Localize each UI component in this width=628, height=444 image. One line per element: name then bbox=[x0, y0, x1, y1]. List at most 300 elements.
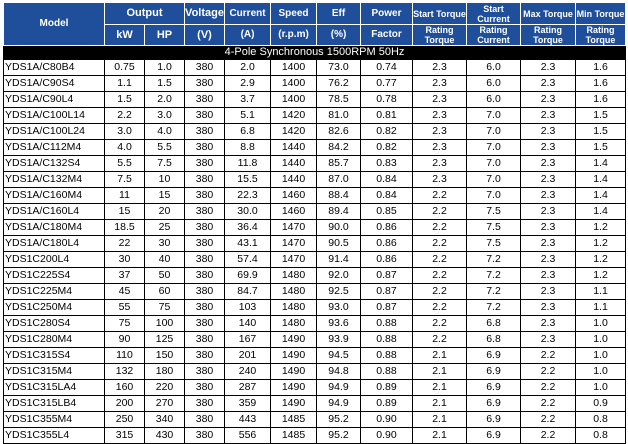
cell-max-torque: 2.3 bbox=[521, 236, 576, 252]
cell-speed: 1400 bbox=[271, 76, 317, 92]
cell-start-torque: 2.1 bbox=[413, 380, 467, 396]
cell-current: 140 bbox=[225, 316, 271, 332]
cell-min-torque: 1.5 bbox=[576, 140, 626, 156]
cell-speed: 1490 bbox=[271, 364, 317, 380]
cell-eff: 90.5 bbox=[317, 236, 361, 252]
header-min-torque-bottom: Rating Torque bbox=[576, 25, 626, 46]
cell-start-current: 7.0 bbox=[467, 108, 521, 124]
cell-start-torque: 2.2 bbox=[413, 332, 467, 348]
header-kw: kW bbox=[105, 25, 145, 46]
cell-kw: 55 bbox=[105, 300, 145, 316]
cell-min-torque: 1.5 bbox=[576, 108, 626, 124]
cell-current: 443 bbox=[225, 412, 271, 428]
cell-start-current: 6.9 bbox=[467, 412, 521, 428]
cell-start-current: 6.0 bbox=[467, 92, 521, 108]
cell-kw: 250 bbox=[105, 412, 145, 428]
cell-start-torque: 2.2 bbox=[413, 220, 467, 236]
cell-start-torque: 2.1 bbox=[413, 364, 467, 380]
cell-model: YDS1C315M4 bbox=[4, 364, 105, 380]
cell-start-current: 7.2 bbox=[467, 284, 521, 300]
cell-current: 30.0 bbox=[225, 204, 271, 220]
cell-model: YDS1A/C180M4 bbox=[4, 220, 105, 236]
header-max-torque-bottom: Rating Torque bbox=[521, 25, 576, 46]
cell-current: 22.3 bbox=[225, 188, 271, 204]
cell-power-factor: 0.88 bbox=[361, 364, 413, 380]
cell-min-torque: 1.4 bbox=[576, 172, 626, 188]
cell-kw: 4.0 bbox=[105, 140, 145, 156]
cell-kw: 18.5 bbox=[105, 220, 145, 236]
header-speed-unit: (r.p.m) bbox=[271, 25, 317, 46]
cell-max-torque: 2.2 bbox=[521, 396, 576, 412]
cell-power-factor: 0.89 bbox=[361, 380, 413, 396]
cell-speed: 1470 bbox=[271, 236, 317, 252]
cell-start-torque: 2.2 bbox=[413, 284, 467, 300]
cell-voltage: 380 bbox=[185, 172, 225, 188]
cell-start-current: 7.5 bbox=[467, 220, 521, 236]
cell-start-torque: 2.2 bbox=[413, 316, 467, 332]
cell-hp: 40 bbox=[145, 252, 185, 268]
cell-hp: 20 bbox=[145, 204, 185, 220]
cell-power-factor: 0.85 bbox=[361, 204, 413, 220]
cell-start-torque: 2.3 bbox=[413, 156, 467, 172]
table-row bbox=[4, 300, 626, 316]
cell-start-torque: 2.1 bbox=[413, 396, 467, 412]
cell-speed: 1420 bbox=[271, 124, 317, 140]
cell-start-torque: 2.2 bbox=[413, 300, 467, 316]
cell-voltage: 380 bbox=[185, 236, 225, 252]
cell-speed: 1490 bbox=[271, 380, 317, 396]
cell-model: YDS1C225M4 bbox=[4, 284, 105, 300]
cell-hp: 5.5 bbox=[145, 140, 185, 156]
cell-current: 556 bbox=[225, 428, 271, 444]
cell-hp: 220 bbox=[145, 380, 185, 396]
cell-max-torque: 2.3 bbox=[521, 300, 576, 316]
cell-min-torque: 1.2 bbox=[576, 220, 626, 236]
cell-hp: 2.0 bbox=[145, 92, 185, 108]
cell-voltage: 380 bbox=[185, 380, 225, 396]
cell-eff: 94.9 bbox=[317, 396, 361, 412]
cell-eff: 84.2 bbox=[317, 140, 361, 156]
cell-max-torque: 2.2 bbox=[521, 412, 576, 428]
cell-start-torque: 2.3 bbox=[413, 140, 467, 156]
header-power: Power bbox=[361, 3, 413, 25]
cell-eff: 95.2 bbox=[317, 428, 361, 444]
header-speed: Speed bbox=[271, 3, 317, 25]
cell-hp: 30 bbox=[145, 236, 185, 252]
cell-eff: 85.7 bbox=[317, 156, 361, 172]
cell-start-current: 7.5 bbox=[467, 236, 521, 252]
spec-table-container bbox=[3, 2, 625, 444]
cell-current: 11.8 bbox=[225, 156, 271, 172]
cell-eff: 82.6 bbox=[317, 124, 361, 140]
cell-min-torque: 1.0 bbox=[576, 364, 626, 380]
cell-start-torque: 2.3 bbox=[413, 92, 467, 108]
cell-kw: 0.75 bbox=[105, 60, 145, 76]
cell-kw: 110 bbox=[105, 348, 145, 364]
cell-model: YDS1C250M4 bbox=[4, 300, 105, 316]
cell-model: YDS1C315LB4 bbox=[4, 396, 105, 412]
cell-voltage: 380 bbox=[185, 428, 225, 444]
cell-power-factor: 0.83 bbox=[361, 156, 413, 172]
cell-start-current: 7.5 bbox=[467, 204, 521, 220]
cell-max-torque: 2.3 bbox=[521, 204, 576, 220]
header-start-torque-top: Start Torque bbox=[413, 3, 467, 25]
cell-power-factor: 0.87 bbox=[361, 300, 413, 316]
cell-model: YDS1A/C80B4 bbox=[4, 60, 105, 76]
header-voltage: Voltage bbox=[185, 3, 225, 25]
cell-speed: 1490 bbox=[271, 332, 317, 348]
cell-speed: 1490 bbox=[271, 348, 317, 364]
cell-eff: 94.5 bbox=[317, 348, 361, 364]
cell-min-torque: 1.0 bbox=[576, 348, 626, 364]
cell-model: YDS1A/C112M4 bbox=[4, 140, 105, 156]
cell-start-current: 7.2 bbox=[467, 268, 521, 284]
cell-speed: 1460 bbox=[271, 204, 317, 220]
cell-eff: 73.0 bbox=[317, 60, 361, 76]
table-row bbox=[4, 364, 626, 380]
cell-min-torque: 1.2 bbox=[576, 236, 626, 252]
cell-min-torque: 1.4 bbox=[576, 204, 626, 220]
table-row bbox=[4, 156, 626, 172]
cell-model: YDS1C315S4 bbox=[4, 348, 105, 364]
cell-power-factor: 0.82 bbox=[361, 124, 413, 140]
cell-speed: 1485 bbox=[271, 412, 317, 428]
cell-power-factor: 0.90 bbox=[361, 412, 413, 428]
cell-speed: 1440 bbox=[271, 156, 317, 172]
cell-start-current: 6.9 bbox=[467, 428, 521, 444]
header-max-torque-top: Max Torque bbox=[521, 3, 576, 25]
cell-hp: 430 bbox=[145, 428, 185, 444]
cell-eff: 90.0 bbox=[317, 220, 361, 236]
cell-start-current: 6.8 bbox=[467, 332, 521, 348]
cell-start-current: 6.0 bbox=[467, 76, 521, 92]
cell-voltage: 380 bbox=[185, 76, 225, 92]
cell-min-torque: 1.6 bbox=[576, 60, 626, 76]
cell-voltage: 380 bbox=[185, 156, 225, 172]
cell-max-torque: 2.2 bbox=[521, 364, 576, 380]
header-eff-unit: (%) bbox=[317, 25, 361, 46]
cell-min-torque: 1.1 bbox=[576, 284, 626, 300]
cell-model: YDS1A/C180L4 bbox=[4, 236, 105, 252]
cell-eff: 95.2 bbox=[317, 412, 361, 428]
cell-hp: 1.0 bbox=[145, 60, 185, 76]
cell-hp: 270 bbox=[145, 396, 185, 412]
cell-start-torque: 2.2 bbox=[413, 252, 467, 268]
cell-hp: 125 bbox=[145, 332, 185, 348]
cell-power-factor: 0.84 bbox=[361, 188, 413, 204]
table-row bbox=[4, 252, 626, 268]
cell-start-current: 6.9 bbox=[467, 348, 521, 364]
header-min-torque-top: Min Torque bbox=[576, 3, 626, 25]
cell-voltage: 380 bbox=[185, 268, 225, 284]
cell-start-current: 6.9 bbox=[467, 380, 521, 396]
table-row bbox=[4, 60, 626, 76]
banner-row bbox=[4, 46, 626, 60]
cell-model: YDS1A/C160L4 bbox=[4, 204, 105, 220]
cell-hp: 340 bbox=[145, 412, 185, 428]
cell-current: 240 bbox=[225, 364, 271, 380]
table-row bbox=[4, 332, 626, 348]
cell-current: 2.9 bbox=[225, 76, 271, 92]
cell-voltage: 380 bbox=[185, 60, 225, 76]
cell-model: YDS1A/C132S4 bbox=[4, 156, 105, 172]
cell-voltage: 380 bbox=[185, 140, 225, 156]
cell-kw: 45 bbox=[105, 284, 145, 300]
cell-model: YDS1C225S4 bbox=[4, 268, 105, 284]
cell-current: 2.0 bbox=[225, 60, 271, 76]
table-row bbox=[4, 108, 626, 124]
header-hp: HP bbox=[145, 25, 185, 46]
cell-power-factor: 0.88 bbox=[361, 316, 413, 332]
cell-speed: 1470 bbox=[271, 220, 317, 236]
cell-kw: 1.1 bbox=[105, 76, 145, 92]
cell-current: 8.8 bbox=[225, 140, 271, 156]
table-row bbox=[4, 316, 626, 332]
cell-kw: 1.5 bbox=[105, 92, 145, 108]
cell-power-factor: 0.84 bbox=[361, 172, 413, 188]
cell-speed: 1400 bbox=[271, 60, 317, 76]
cell-current: 15.5 bbox=[225, 172, 271, 188]
cell-model: YDS1C280S4 bbox=[4, 316, 105, 332]
cell-power-factor: 0.90 bbox=[361, 428, 413, 444]
cell-voltage: 380 bbox=[185, 396, 225, 412]
cell-kw: 30 bbox=[105, 252, 145, 268]
cell-start-current: 6.8 bbox=[467, 316, 521, 332]
cell-power-factor: 0.86 bbox=[361, 236, 413, 252]
cell-start-current: 7.0 bbox=[467, 140, 521, 156]
cell-model: YDS1A/C100L14 bbox=[4, 108, 105, 124]
cell-speed: 1470 bbox=[271, 252, 317, 268]
table-row bbox=[4, 172, 626, 188]
cell-power-factor: 0.77 bbox=[361, 76, 413, 92]
cell-min-torque: 1.1 bbox=[576, 300, 626, 316]
cell-hp: 4.0 bbox=[145, 124, 185, 140]
cell-max-torque: 2.3 bbox=[521, 268, 576, 284]
table-row bbox=[4, 188, 626, 204]
cell-voltage: 380 bbox=[185, 188, 225, 204]
cell-speed: 1480 bbox=[271, 316, 317, 332]
cell-voltage: 380 bbox=[185, 300, 225, 316]
header-start-current-bottom: Rating Current bbox=[467, 25, 521, 46]
cell-start-torque: 2.2 bbox=[413, 268, 467, 284]
cell-start-current: 7.2 bbox=[467, 252, 521, 268]
cell-voltage: 380 bbox=[185, 316, 225, 332]
cell-power-factor: 0.86 bbox=[361, 252, 413, 268]
cell-power-factor: 0.86 bbox=[361, 220, 413, 236]
cell-current: 103 bbox=[225, 300, 271, 316]
cell-model: YDS1C315LA4 bbox=[4, 380, 105, 396]
cell-power-factor: 0.88 bbox=[361, 348, 413, 364]
cell-model: YDS1C280M4 bbox=[4, 332, 105, 348]
cell-kw: 11 bbox=[105, 188, 145, 204]
cell-kw: 75 bbox=[105, 316, 145, 332]
table-row bbox=[4, 428, 626, 444]
cell-start-current: 6.0 bbox=[467, 60, 521, 76]
cell-min-torque: 1.4 bbox=[576, 156, 626, 172]
cell-current: 287 bbox=[225, 380, 271, 396]
cell-hp: 3.0 bbox=[145, 108, 185, 124]
cell-min-torque: 1.4 bbox=[576, 188, 626, 204]
cell-kw: 200 bbox=[105, 396, 145, 412]
cell-hp: 75 bbox=[145, 300, 185, 316]
cell-power-factor: 0.87 bbox=[361, 268, 413, 284]
cell-max-torque: 2.3 bbox=[521, 316, 576, 332]
cell-kw: 90 bbox=[105, 332, 145, 348]
cell-min-torque: 1.0 bbox=[576, 380, 626, 396]
cell-max-torque: 2.3 bbox=[521, 92, 576, 108]
cell-power-factor: 0.89 bbox=[361, 396, 413, 412]
cell-min-torque: 1.6 bbox=[576, 76, 626, 92]
cell-eff: 76.2 bbox=[317, 76, 361, 92]
cell-current: 201 bbox=[225, 348, 271, 364]
cell-max-torque: 2.3 bbox=[521, 188, 576, 204]
cell-eff: 92.0 bbox=[317, 268, 361, 284]
cell-start-current: 7.0 bbox=[467, 188, 521, 204]
cell-speed: 1490 bbox=[271, 396, 317, 412]
cell-speed: 1420 bbox=[271, 108, 317, 124]
table-row bbox=[4, 268, 626, 284]
cell-power-factor: 0.88 bbox=[361, 332, 413, 348]
cell-model: YDS1A/C160M4 bbox=[4, 188, 105, 204]
cell-voltage: 380 bbox=[185, 348, 225, 364]
cell-power-factor: 0.82 bbox=[361, 140, 413, 156]
cell-hp: 60 bbox=[145, 284, 185, 300]
cell-min-torque: 1.2 bbox=[576, 268, 626, 284]
table-row bbox=[4, 140, 626, 156]
cell-min-torque: 0.8 bbox=[576, 428, 626, 444]
cell-eff: 93.6 bbox=[317, 316, 361, 332]
cell-model: YDS1C200L4 bbox=[4, 252, 105, 268]
cell-eff: 93.0 bbox=[317, 300, 361, 316]
cell-hp: 15 bbox=[145, 188, 185, 204]
cell-speed: 1460 bbox=[271, 188, 317, 204]
cell-eff: 89.4 bbox=[317, 204, 361, 220]
cell-kw: 2.2 bbox=[105, 108, 145, 124]
cell-start-torque: 2.2 bbox=[413, 236, 467, 252]
cell-voltage: 380 bbox=[185, 220, 225, 236]
cell-voltage: 380 bbox=[185, 252, 225, 268]
cell-min-torque: 1.5 bbox=[576, 124, 626, 140]
cell-hp: 10 bbox=[145, 172, 185, 188]
table-row bbox=[4, 284, 626, 300]
cell-eff: 78.5 bbox=[317, 92, 361, 108]
cell-model: YDS1A/C90L4 bbox=[4, 92, 105, 108]
header-power-factor: Factor bbox=[361, 25, 413, 46]
cell-current: 84.7 bbox=[225, 284, 271, 300]
cell-hp: 150 bbox=[145, 348, 185, 364]
cell-model: YDS1C355M4 bbox=[4, 412, 105, 428]
cell-current: 3.7 bbox=[225, 92, 271, 108]
header-voltage-unit: (V) bbox=[185, 25, 225, 46]
cell-current: 36.4 bbox=[225, 220, 271, 236]
header-start-torque-bottom: Rating Torque bbox=[413, 25, 467, 46]
cell-kw: 160 bbox=[105, 380, 145, 396]
cell-kw: 315 bbox=[105, 428, 145, 444]
header-eff: Eff bbox=[317, 3, 361, 25]
cell-current: 359 bbox=[225, 396, 271, 412]
cell-hp: 7.5 bbox=[145, 156, 185, 172]
cell-start-current: 7.0 bbox=[467, 124, 521, 140]
cell-current: 57.4 bbox=[225, 252, 271, 268]
motor-spec-table bbox=[3, 2, 626, 444]
table-row bbox=[4, 92, 626, 108]
cell-eff: 93.9 bbox=[317, 332, 361, 348]
header-row-top bbox=[4, 3, 626, 25]
cell-model: YDS1A/C132M4 bbox=[4, 172, 105, 188]
table-row bbox=[4, 124, 626, 140]
cell-max-torque: 2.3 bbox=[521, 332, 576, 348]
header-start-current-top: Start Current bbox=[467, 3, 521, 25]
cell-model: YDS1A/C90S4 bbox=[4, 76, 105, 92]
table-row bbox=[4, 348, 626, 364]
cell-max-torque: 2.3 bbox=[521, 252, 576, 268]
header-current: Current bbox=[225, 3, 271, 25]
cell-kw: 37 bbox=[105, 268, 145, 284]
cell-hp: 50 bbox=[145, 268, 185, 284]
cell-current: 69.9 bbox=[225, 268, 271, 284]
header-model: Model bbox=[4, 3, 105, 46]
cell-start-current: 7.0 bbox=[467, 156, 521, 172]
table-row bbox=[4, 380, 626, 396]
cell-voltage: 380 bbox=[185, 124, 225, 140]
cell-kw: 15 bbox=[105, 204, 145, 220]
table-row bbox=[4, 396, 626, 412]
cell-voltage: 380 bbox=[185, 204, 225, 220]
cell-start-torque: 2.1 bbox=[413, 412, 467, 428]
cell-start-torque: 2.3 bbox=[413, 124, 467, 140]
cell-voltage: 380 bbox=[185, 284, 225, 300]
cell-model: YDS1A/C100L24 bbox=[4, 124, 105, 140]
cell-min-torque: 0.8 bbox=[576, 412, 626, 428]
cell-eff: 94.9 bbox=[317, 380, 361, 396]
cell-start-torque: 2.3 bbox=[413, 60, 467, 76]
cell-current: 43.1 bbox=[225, 236, 271, 252]
cell-max-torque: 2.3 bbox=[521, 108, 576, 124]
cell-start-torque: 2.1 bbox=[413, 428, 467, 444]
cell-kw: 7.5 bbox=[105, 172, 145, 188]
cell-kw: 3.0 bbox=[105, 124, 145, 140]
cell-start-torque: 2.3 bbox=[413, 172, 467, 188]
cell-max-torque: 2.3 bbox=[521, 76, 576, 92]
cell-power-factor: 0.78 bbox=[361, 92, 413, 108]
cell-kw: 5.5 bbox=[105, 156, 145, 172]
cell-model: YDS1C355L4 bbox=[4, 428, 105, 444]
cell-start-current: 7.0 bbox=[467, 172, 521, 188]
cell-eff: 91.4 bbox=[317, 252, 361, 268]
cell-kw: 132 bbox=[105, 364, 145, 380]
cell-max-torque: 2.2 bbox=[521, 428, 576, 444]
cell-speed: 1400 bbox=[271, 92, 317, 108]
header-output: Output bbox=[105, 3, 185, 25]
cell-current: 5.1 bbox=[225, 108, 271, 124]
cell-speed: 1440 bbox=[271, 172, 317, 188]
cell-start-current: 7.2 bbox=[467, 300, 521, 316]
cell-hp: 1.5 bbox=[145, 76, 185, 92]
cell-max-torque: 2.3 bbox=[521, 284, 576, 300]
cell-hp: 180 bbox=[145, 364, 185, 380]
cell-start-torque: 2.2 bbox=[413, 188, 467, 204]
cell-speed: 1480 bbox=[271, 268, 317, 284]
cell-start-current: 6.9 bbox=[467, 364, 521, 380]
cell-power-factor: 0.81 bbox=[361, 108, 413, 124]
cell-speed: 1440 bbox=[271, 140, 317, 156]
cell-eff: 92.5 bbox=[317, 284, 361, 300]
cell-eff: 94.8 bbox=[317, 364, 361, 380]
cell-start-current: 6.9 bbox=[467, 396, 521, 412]
cell-start-torque: 2.1 bbox=[413, 348, 467, 364]
cell-max-torque: 2.3 bbox=[521, 140, 576, 156]
cell-max-torque: 2.3 bbox=[521, 156, 576, 172]
